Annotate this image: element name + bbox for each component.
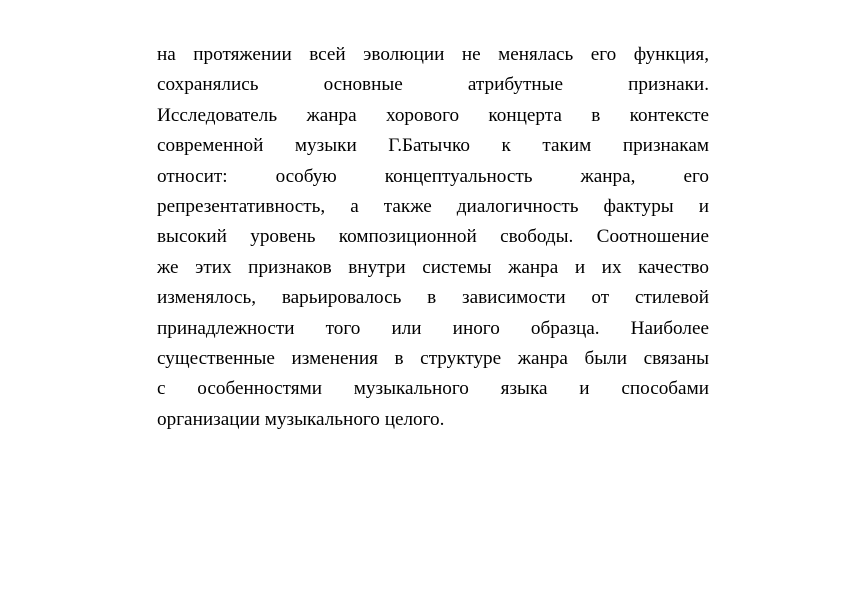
text-line: изменялось, варьировалось в зависимости от стилевой — [157, 287, 709, 309]
text-line: принадлежности того или иного образца. Наиболее — [157, 317, 709, 339]
text-line: Исследователь жанра хорового концерта в контексте — [157, 104, 709, 126]
text-line: на протяжении всей эволюции не менялась его функция, — [157, 44, 709, 65]
text-line: с особенностями музыкального языка и способами — [157, 378, 709, 400]
text-line: современной музыки Г.Батычко к таким признакам — [157, 135, 709, 157]
text-line: относит: особую концептуальность жанра, его — [157, 165, 709, 187]
text-line: сохранялись основные атрибутные признаки. — [157, 74, 709, 96]
text-line: существенные изменения в структуре жанра были связаны — [157, 347, 709, 369]
text-line: же этих признаков внутри системы жанра и их качество — [157, 256, 709, 278]
text-line: организации музыкального целого. — [157, 408, 445, 430]
text-line: репрезентативность, а также диалогичность фактуры и — [157, 195, 709, 217]
text-line: высокий уровень композиционной свободы. Соотношение — [157, 226, 709, 248]
body-text — [157, 40, 709, 435]
